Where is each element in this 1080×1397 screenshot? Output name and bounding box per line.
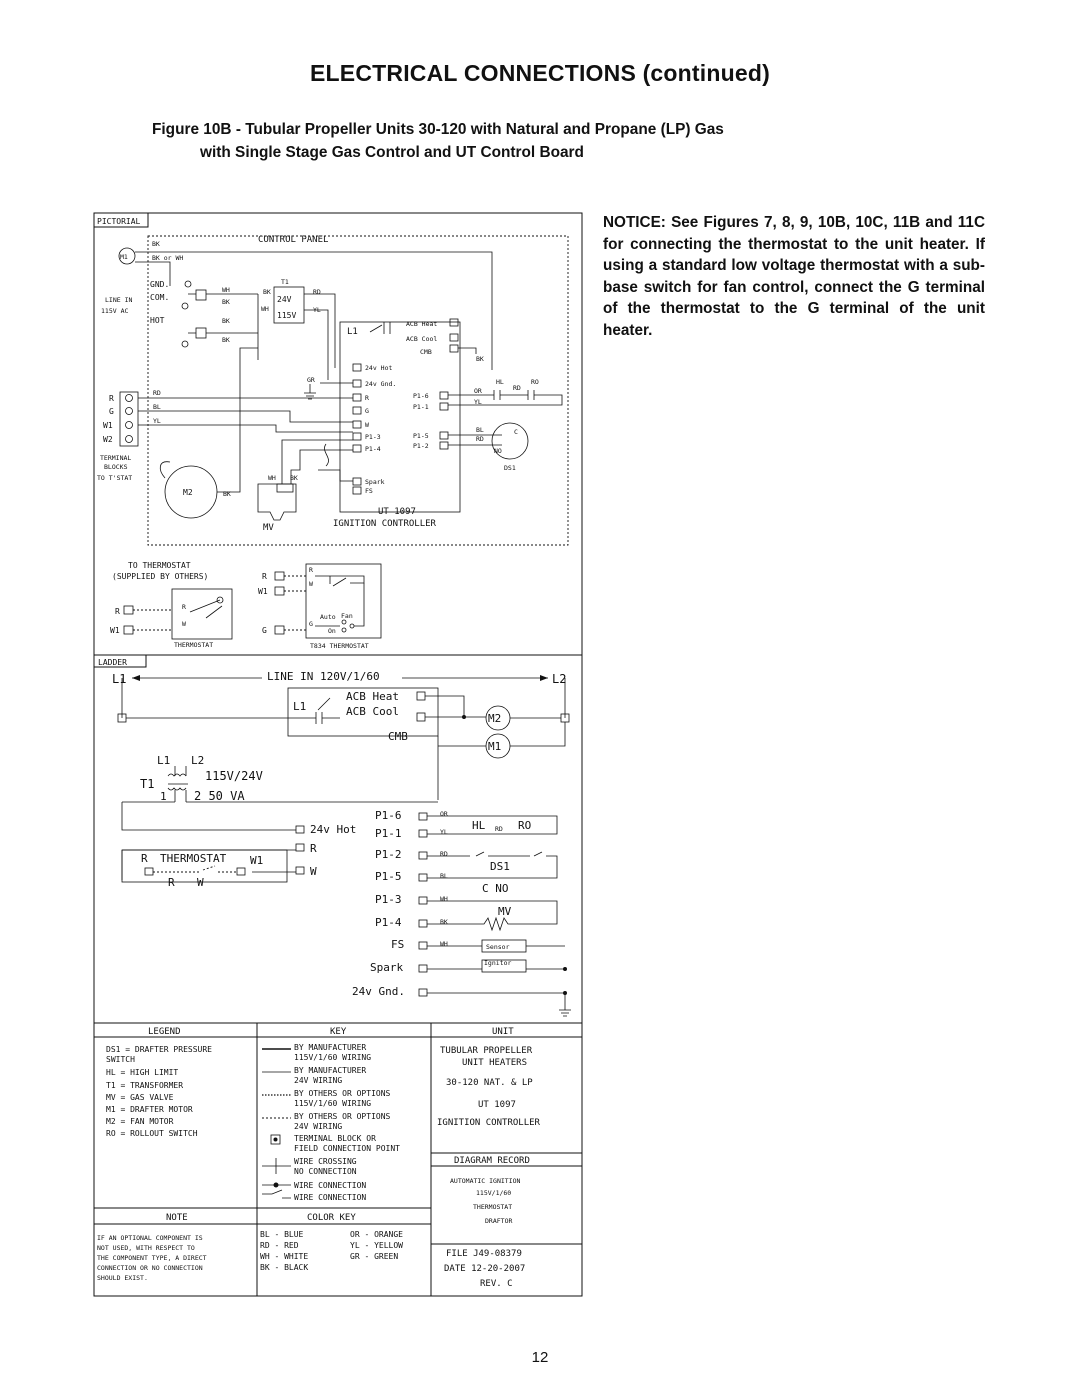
- svg-text:YL: YL: [440, 828, 448, 836]
- svg-text:BY MANUFACTURER: BY MANUFACTURER: [294, 1066, 367, 1075]
- svg-text:UT 1097: UT 1097: [378, 507, 416, 517]
- svg-text:T1: T1: [140, 777, 155, 791]
- svg-text:L1: L1: [157, 754, 171, 767]
- note-header: NOTE: [166, 1213, 188, 1223]
- svg-text:GR - GREEN: GR - GREEN: [350, 1252, 399, 1261]
- svg-text:ACB Cool: ACB Cool: [346, 705, 399, 718]
- svg-text:W: W: [310, 865, 317, 878]
- svg-text:WH: WH: [261, 305, 269, 313]
- svg-text:C: C: [514, 428, 518, 436]
- svg-text:WIRE CROSSING: WIRE CROSSING: [294, 1157, 357, 1166]
- svg-text:BK: BK: [222, 336, 230, 344]
- control-panel-label: CONTROL PANEL: [258, 235, 329, 245]
- svg-text:24v Gnd.: 24v Gnd.: [365, 380, 397, 388]
- svg-text:L1: L1: [293, 700, 307, 713]
- svg-text:W: W: [309, 580, 313, 588]
- svg-text:115V/1/60 WIRING: 115V/1/60 WIRING: [294, 1099, 372, 1108]
- svg-text:BK: BK: [222, 317, 230, 325]
- page-title: ELECTRICAL CONNECTIONS (continued): [310, 60, 770, 86]
- svg-text:LINE IN: LINE IN: [105, 296, 133, 304]
- svg-text:Ignitor: Ignitor: [484, 959, 512, 967]
- svg-text:G: G: [262, 626, 267, 635]
- svg-text:HL = HIGH LIMIT: HL = HIGH LIMIT: [106, 1068, 179, 1077]
- svg-text:RO = ROLLOUT SWITCH: RO = ROLLOUT SWITCH: [106, 1129, 198, 1138]
- svg-text:WH - WHITE: WH - WHITE: [260, 1252, 309, 1261]
- svg-text:SWITCH: SWITCH: [106, 1055, 135, 1064]
- ut-control-board: [340, 322, 460, 512]
- svg-text:R: R: [109, 394, 114, 403]
- svg-text:OR - ORANGE: OR - ORANGE: [350, 1230, 403, 1239]
- unit-header: UNIT: [492, 1027, 514, 1037]
- svg-text:G: G: [309, 620, 313, 628]
- svg-text:GR: GR: [307, 376, 315, 384]
- svg-text:BY OTHERS OR OPTIONS: BY OTHERS OR OPTIONS: [294, 1112, 391, 1121]
- svg-text:THERMOSTAT: THERMOSTAT: [473, 1203, 513, 1211]
- svg-text:W1: W1: [258, 587, 268, 596]
- svg-text:W1: W1: [103, 421, 113, 430]
- svg-text:30-120 NAT. & LP: 30-120 NAT. & LP: [446, 1078, 533, 1088]
- svg-text:CONNECTION OR NO CONNECTION: CONNECTION OR NO CONNECTION: [97, 1264, 203, 1272]
- svg-text:ACB Cool: ACB Cool: [406, 335, 438, 343]
- svg-text:MV: MV: [498, 905, 512, 918]
- ladder-p1-terminals: [419, 813, 427, 996]
- figure-caption-line1: Figure 10B - Tubular Propeller Units 30-120 with Natural and Propane (LP) Gas: [152, 121, 724, 138]
- svg-text:DS1: DS1: [504, 464, 516, 472]
- svg-text:L2: L2: [552, 672, 567, 686]
- svg-text:RO: RO: [531, 378, 539, 386]
- svg-text:P1-2: P1-2: [413, 442, 429, 450]
- svg-text:M1: M1: [488, 740, 502, 753]
- svg-text:M1 = DRAFTER MOTOR: M1 = DRAFTER MOTOR: [106, 1105, 193, 1114]
- svg-text:T1 = TRANSFORMER: T1 = TRANSFORMER: [106, 1081, 184, 1090]
- svg-text:Spark: Spark: [365, 478, 385, 486]
- svg-text:C NO: C NO: [482, 882, 509, 895]
- svg-text:BK: BK: [440, 918, 448, 926]
- svg-text:CMB: CMB: [420, 348, 432, 356]
- file-number: FILE J49-08379: [446, 1249, 522, 1259]
- svg-text:W: W: [365, 421, 369, 429]
- svg-text:WH: WH: [268, 474, 276, 482]
- svg-text:BY OTHERS OR OPTIONS: BY OTHERS OR OPTIONS: [294, 1089, 391, 1098]
- svg-text:IF AN OPTIONAL COMPONENT IS: IF AN OPTIONAL COMPONENT IS: [97, 1234, 203, 1242]
- svg-text:R: R: [182, 603, 186, 611]
- svg-text:24V: 24V: [277, 295, 292, 304]
- svg-text:RD: RD: [440, 850, 448, 858]
- svg-text:MV: MV: [263, 523, 274, 533]
- svg-text:24v Hot: 24v Hot: [310, 823, 357, 836]
- svg-text:P1-6: P1-6: [413, 392, 429, 400]
- svg-text:W1: W1: [250, 854, 264, 867]
- notice-paragraph: NOTICE: See Figures 7, 8, 9, 10B, 10C, 11B and 11C for connecting the thermostat to the unit heater. If using a standard low voltage thermostat with a sub-base switch for fan control, connect the G terminal of the thermostat to the G terminal of the unit heater.: [603, 214, 985, 339]
- revision: REV. C: [480, 1279, 513, 1289]
- svg-text:T834 THERMOSTAT: T834 THERMOSTAT: [310, 642, 369, 650]
- svg-text:BY MANUFACTURER: BY MANUFACTURER: [294, 1043, 367, 1052]
- svg-text:BK: BK: [223, 490, 231, 498]
- svg-text:M2: M2: [488, 712, 502, 725]
- svg-text:L2: L2: [191, 754, 205, 767]
- svg-text:BK: BK: [152, 240, 160, 248]
- svg-text:IGNITION CONTROLLER: IGNITION CONTROLLER: [437, 1118, 540, 1128]
- thermostat-box: [172, 589, 232, 639]
- pictorial-label: PICTORIAL: [97, 217, 141, 226]
- svg-text:Sensor: Sensor: [486, 943, 510, 951]
- svg-text:THERMOSTAT: THERMOSTAT: [160, 852, 227, 865]
- svg-text:P1-6: P1-6: [375, 809, 402, 822]
- svg-text:FS: FS: [365, 487, 373, 495]
- svg-text:WH: WH: [440, 940, 448, 948]
- svg-text:RD: RD: [153, 389, 161, 397]
- svg-text:R: R: [168, 876, 175, 889]
- svg-text:RD: RD: [513, 384, 521, 392]
- svg-text:1: 1: [160, 790, 167, 803]
- svg-text:ACB Heat: ACB Heat: [406, 320, 438, 328]
- svg-text:HL: HL: [496, 378, 504, 386]
- svg-text:WH: WH: [222, 286, 230, 294]
- svg-text:R: R: [115, 607, 120, 616]
- svg-text:2 50 VA: 2 50 VA: [194, 789, 245, 803]
- svg-text:TERMINAL: TERMINAL: [100, 454, 132, 462]
- figure-caption-line2: with Single Stage Gas Control and UT Control Board: [200, 144, 584, 161]
- svg-text:NO: NO: [494, 447, 502, 455]
- terminal-blocks-tstat: [120, 392, 138, 446]
- svg-text:RD - RED: RD - RED: [260, 1241, 299, 1250]
- svg-text:115V/1/60: 115V/1/60: [476, 1189, 512, 1197]
- svg-text:OR: OR: [474, 387, 482, 395]
- svg-text:G: G: [109, 407, 114, 416]
- svg-text:THE COMPONENT TYPE, A DIRECT: THE COMPONENT TYPE, A DIRECT: [97, 1254, 207, 1262]
- svg-text:BL: BL: [476, 426, 484, 434]
- svg-text:MV = GAS VALVE: MV = GAS VALVE: [106, 1093, 174, 1102]
- svg-text:YL: YL: [474, 398, 482, 406]
- svg-text:P1-4: P1-4: [375, 916, 402, 929]
- svg-text:P1-2: P1-2: [375, 848, 402, 861]
- svg-text:YL - YELLOW: YL - YELLOW: [350, 1241, 403, 1250]
- svg-text:M1: M1: [120, 253, 128, 261]
- svg-text:24v Hot: 24v Hot: [365, 364, 393, 372]
- svg-text:ACB Heat: ACB Heat: [346, 690, 399, 703]
- svg-text:BK: BK: [222, 298, 230, 306]
- svg-text:COM.: COM.: [150, 293, 170, 302]
- color-key-header: COLOR KEY: [307, 1213, 356, 1223]
- svg-text:RD: RD: [313, 288, 321, 296]
- svg-text:BL: BL: [153, 403, 161, 411]
- svg-text:CMB: CMB: [388, 730, 408, 743]
- svg-text:W: W: [182, 620, 186, 628]
- svg-text:M2: M2: [183, 488, 193, 497]
- svg-text:P1-3: P1-3: [375, 893, 402, 906]
- svg-text:UNIT HEATERS: UNIT HEATERS: [462, 1058, 528, 1068]
- svg-text:L1: L1: [112, 672, 127, 686]
- svg-text:P1-4: P1-4: [365, 445, 381, 453]
- svg-text:TO THERMOSTAT: TO THERMOSTAT: [128, 561, 191, 570]
- svg-text:OR: OR: [440, 810, 448, 818]
- svg-text:SHOULD EXIST.: SHOULD EXIST.: [97, 1274, 148, 1282]
- svg-text:(SUPPLIED BY OTHERS): (SUPPLIED BY OTHERS): [112, 572, 209, 581]
- svg-text:HOT: HOT: [150, 316, 165, 325]
- svg-text:FIELD CONNECTION POINT: FIELD CONNECTION POINT: [294, 1144, 400, 1153]
- svg-text:GND.: GND.: [150, 280, 170, 289]
- svg-text:BK or WH: BK or WH: [152, 254, 184, 262]
- svg-text:24V WIRING: 24V WIRING: [294, 1122, 343, 1131]
- svg-text:UT 1097: UT 1097: [478, 1100, 516, 1110]
- diagram-date: DATE 12-20-2007: [444, 1264, 526, 1274]
- svg-text:TUBULAR PROPELLER: TUBULAR PROPELLER: [440, 1046, 533, 1056]
- key-header: KEY: [330, 1027, 347, 1037]
- svg-text:W2: W2: [103, 435, 113, 444]
- svg-text:Auto: Auto: [320, 613, 336, 621]
- svg-text:DS1 = DRAFTER PRESSURE: DS1 = DRAFTER PRESSURE: [106, 1045, 212, 1054]
- svg-text:P1-3: P1-3: [365, 433, 381, 441]
- svg-text:R: R: [262, 572, 267, 581]
- svg-text:BLOCKS: BLOCKS: [104, 463, 128, 471]
- ladder-section: [94, 655, 582, 1016]
- svg-text:NOT USED, WITH RESPECT TO: NOT USED, WITH RESPECT TO: [97, 1244, 195, 1252]
- svg-text:BL - BLUE: BL - BLUE: [260, 1230, 304, 1239]
- svg-text:LINE IN 120V/1/60: LINE IN 120V/1/60: [267, 670, 380, 683]
- page-number: 12: [531, 1349, 549, 1366]
- legend-table-section: [94, 1023, 582, 1296]
- svg-text:115V AC: 115V AC: [101, 307, 129, 315]
- svg-text:WIRE CONNECTION: WIRE CONNECTION: [294, 1193, 367, 1202]
- svg-text:24V WIRING: 24V WIRING: [294, 1076, 343, 1085]
- svg-text:P1-5: P1-5: [413, 432, 429, 440]
- svg-text:115V/1/60 WIRING: 115V/1/60 WIRING: [294, 1053, 372, 1062]
- svg-text:WH: WH: [440, 895, 448, 903]
- svg-text:M2 = FAN MOTOR: M2 = FAN MOTOR: [106, 1117, 174, 1126]
- svg-text:BK: BK: [476, 355, 484, 363]
- svg-text:T1: T1: [281, 278, 289, 286]
- svg-text:P1-5: P1-5: [375, 870, 402, 883]
- svg-text:G: G: [365, 407, 369, 415]
- svg-text:P1-1: P1-1: [413, 403, 429, 411]
- svg-text:WIRE CONNECTION: WIRE CONNECTION: [294, 1181, 367, 1190]
- svg-text:HL: HL: [472, 819, 486, 832]
- svg-text:YL: YL: [153, 417, 161, 425]
- svg-text:FS: FS: [391, 938, 405, 951]
- svg-text:R: R: [309, 566, 313, 574]
- svg-text:R: R: [365, 394, 369, 402]
- svg-text:IGNITION CONTROLLER: IGNITION CONTROLLER: [333, 519, 436, 529]
- svg-text:TERMINAL BLOCK OR: TERMINAL BLOCK OR: [294, 1134, 376, 1143]
- svg-text:24v Gnd.: 24v Gnd.: [352, 985, 405, 998]
- svg-text:P1-1: P1-1: [375, 827, 402, 840]
- svg-text:BK: BK: [290, 474, 298, 482]
- svg-text:RO: RO: [518, 819, 532, 832]
- svg-text:115V: 115V: [277, 311, 297, 320]
- svg-text:BK: BK: [263, 288, 271, 296]
- svg-text:NO CONNECTION: NO CONNECTION: [294, 1167, 357, 1176]
- svg-text:W1: W1: [110, 626, 120, 635]
- svg-text:Spark: Spark: [370, 961, 404, 974]
- diagram-record-header: DIAGRAM RECORD: [454, 1156, 530, 1166]
- svg-text:R: R: [141, 852, 148, 865]
- svg-text:RD: RD: [476, 435, 484, 443]
- svg-text:R: R: [310, 842, 317, 855]
- svg-text:Fan: Fan: [341, 612, 353, 620]
- svg-text:L1: L1: [347, 327, 358, 337]
- svg-text:W: W: [197, 876, 204, 889]
- svg-text:TO T'STAT: TO T'STAT: [97, 474, 133, 482]
- pictorial-section: [94, 213, 568, 545]
- svg-text:DS1: DS1: [490, 860, 510, 873]
- thermostat-section: [110, 561, 381, 650]
- svg-text:RD: RD: [495, 825, 503, 833]
- svg-text:YL: YL: [313, 306, 321, 314]
- ladder-label: LADDER: [98, 658, 127, 667]
- svg-text:BL: BL: [440, 872, 448, 880]
- t834-thermostat-box: [306, 564, 381, 638]
- svg-text:On: On: [328, 627, 336, 635]
- legend-header: LEGEND: [148, 1027, 181, 1037]
- svg-text:THERMOSTAT: THERMOSTAT: [174, 641, 214, 649]
- svg-text:BK - BLACK: BK - BLACK: [260, 1263, 309, 1272]
- svg-text:115V/24V: 115V/24V: [205, 769, 263, 783]
- svg-text:AUTOMATIC IGNITION: AUTOMATIC IGNITION: [450, 1177, 521, 1185]
- svg-text:DRAFTOR: DRAFTOR: [485, 1217, 513, 1225]
